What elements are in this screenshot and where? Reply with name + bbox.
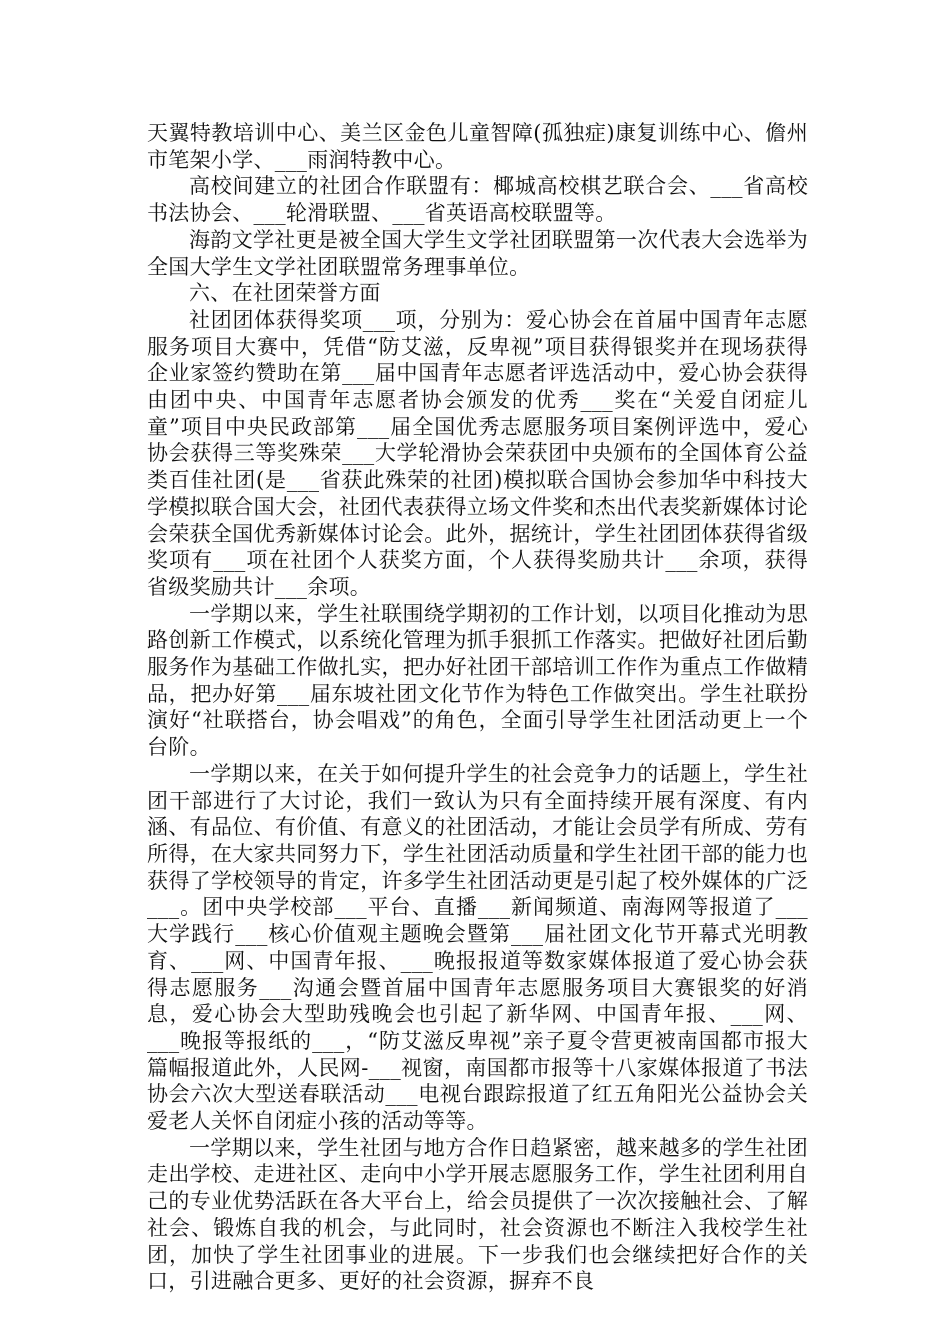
paragraph-literary-society: 海韵文学社更是被全国大学生文学社团联盟第一次代表大会选举为全国大学生文学社团联盟常务理事单位。: [147, 227, 808, 279]
document-body: [147, 120, 808, 1295]
paragraph-work-plan: 一学期以来，学生社联围绕学期初的工作计划，以项目化推动为思路创新工作模式，以系统化管理为抓手狠抓工作落实。把做好社团后勤服务作为基础工作做扎实，把办好社团干部培训工作作为重点工作做精品，把办好第___届东坡社团文化节作为特色工作做突出。学生社联扮演好“社联搭台，协会唱戏”的角色，全面引导学生社团活动更上一个台阶。: [147, 601, 808, 760]
section-heading-honors: 六、在社团荣誉方面: [189, 281, 381, 306]
paragraph-partner-units: 天翼特教培训中心、美兰区金色儿童智障(孤独症)康复训练中心、儋州市笔架小学、___雨润特教中心。: [147, 121, 808, 172]
paragraph-media-coverage: 一学期以来，在关于如何提升学生的社会竞争力的话题上，学生社团干部进行了大讨论，我们一致认为只有全面持续开展有深度、有内涵、有品位、有价值、有意义的社团活动，才能让会员学有所成、劳有所得，在大家共同努力下，学生社团活动质量和学生社团干部的能力也获得了学校领导的肯定，许多学生社团活动更是引起了校外媒体的广泛___。团中央学校部___平台、直播___新闻频道、南海网等报道了___大学践行___核心价值观主题晚会暨第___届社团文化节开幕式光明教育、___网、中国青年报、___晚报报道等数家媒体报道了爱心协会获得志愿服务___沟通会暨首届中国青年志愿服务项目大赛银奖的好消息，爱心协会大型助残晚会也引起了新华网、中国青年报、___网、___晚报等报纸的___，“防艾滋反卑视”亲子夏令营更被南国都市报大篇幅报道此外，人民网-___视窗，南国都市报等十八家媒体报道了书法协会六次大型送春联活动___电视台跟踪报道了红五角阳光公益协会关爱老人关怀自闭症小孩的活动等等。: [147, 761, 808, 1134]
paragraph-awards: 社团团体获得奖项___项，分别为：爱心协会在首届中国青年志愿服务项目大赛中，凭借“防艾滋，反卑视”项目获得银奖并在现场获得企业家签约赞助在第___届中国青年志愿者评选活动中，爱心协会获得由团中央、中国青年志愿者协会颁发的优秀___奖在“关爱自闭症儿童”项目中央民政部第___届全国优秀志愿服务项目案例评选中，爱心协会获得三等奖殊荣___大学轮滑协会荣获团中央颁布的全国体育公益类百佳社团(是___省获此殊荣的社团)模拟联合国协会参加华中科技大学模拟联合国大会，社团代表获得立场文件奖和杰出代表奖新媒体讨论会荣获全国优秀新媒体讨论会。此外，据统计，学生社团团体获得省级奖项有___项在社团个人获奖方面，个人获得奖励共计___余项，获得省级奖励共计___余项。: [147, 307, 808, 599]
paragraph-university-alliances: 高校间建立的社团合作联盟有：椰城高校棋艺联合会、___省高校书法协会、___轮滑联盟、___省英语高校联盟等。: [147, 174, 808, 226]
paragraph-local-cooperation: 一学期以来，学生社团与地方合作日趋紧密，越来越多的学生社团走出学校、走进社区、走向中小学开展志愿服务工作，学生社团利用自己的专业优势活跃在各大平台上，给会员提供了一次次接触社会、了解社会、锻炼自我的机会，与此同时，社会资源也不断注入我校学生社团，加快了学生社团事业的进展。下一步我们也会继续把好合作的关口，引进融合更多、更好的社会资源，摒弃不良: [147, 1135, 808, 1294]
